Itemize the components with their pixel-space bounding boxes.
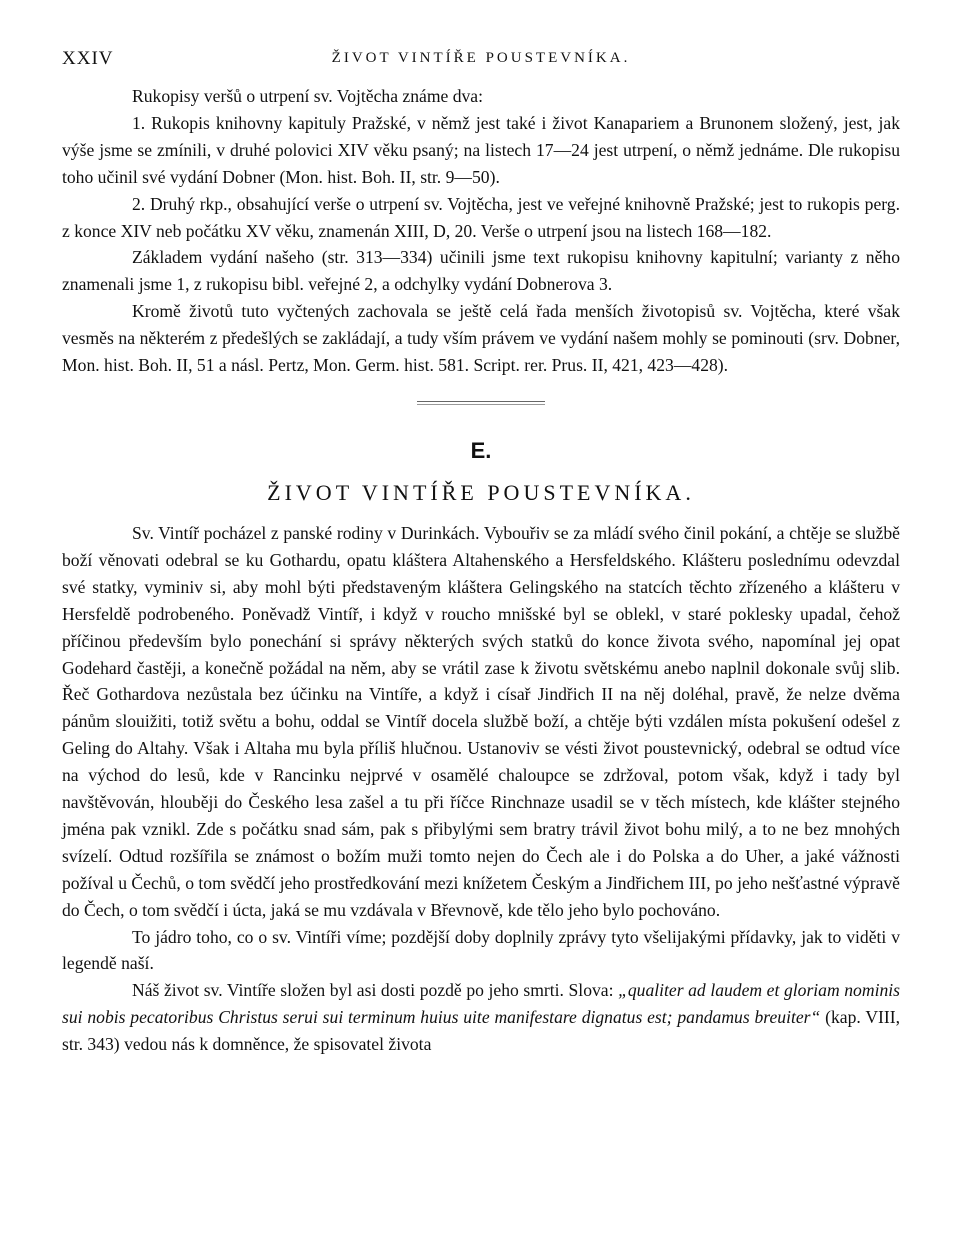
section-divider [417,401,545,405]
section-body [62,520,900,1058]
page-number: XXIV [62,48,114,69]
paragraph-3-end: (kap. VIII, str. 343) vedou nás k domněnce, že spisovatel života [62,1007,900,1055]
section-paragraph-2: To jádro toho, co o sv. Vintíři víme; pozdější doby doplnily zprávy tyto všelijakými přídavky, jak to viděti v legendě naší. [62,926,900,974]
intro-paragraph-2: 1. Rukopis knihovny kapituly Pražské, v němž jest také i život Kanapariem a Brunonem složený, jest, jak výše jsme se zmínili, v druhé polovici XIV věku psaný; na listech 17—24 jest utrpení, o němž jednáme. Dle rukopisu toho učinil své vydání Dobner (Mon. hist. Boh. II, str. 9—50). [62,112,900,187]
running-header [62,38,900,72]
running-title: ŽIVOT VINTÍŘE POUSTEVNÍKA. [331,50,631,66]
book-page [62,38,900,1058]
intro-section [62,83,900,379]
section-title: ŽIVOT VINTÍŘE POUSTEVNÍKA. [267,479,695,505]
section-paragraph-3 [62,977,900,1058]
paragraph-3-start: Náš život sv. Vintíře složen byl asi dosti pozdě po jeho smrti. Slova: [132,980,619,1001]
intro-paragraph-4: Základem vydání našeho (str. 313—334) učinili jsme text rukopisu knihovny kapitulní; varianty z něho znamenali jsme 1, z rukopisu bibl. veřejné 2, a odchylky vydání Dobnerova 3. [62,247,900,295]
intro-paragraph-3: 2. Druhý rkp., obsahující verše o utrpení sv. Vojtěcha, jest ve veřejné knihovně Pražské; jest to rukopis perg. z konce XIV neb počátku XV věku, znamenán XIII, D, 20. Verše o utrpení jsou na listech 168—182. [62,193,900,241]
latin-quotation: „qualiter ad laudem et gloriam nominis sui nobis pecatoribus Christus serui sui terminum huius uite manifestare dignatus est; pandamus breuiter“ [62,980,900,1028]
intro-paragraph-5: Kromě životů tuto vyčtených zachovala se ještě celá řada menších životopisů sv. Vojtěcha, které však vesměs na některém z předešlých se zakládají, a tudy vším právem ve vydání našem mohly se pominouti (srv. Dobner, Mon. hist. Boh. II, 51 a násl. Pertz, Mon. Germ. hist. 581. Script. rer. Prus. II, 421, 423—428). [62,301,900,376]
intro-paragraph-1: Rukopisy veršů o utrpení sv. Vojtěcha známe dva: [132,86,483,106]
section-paragraph-1: Sv. Vintíř pocházel z panské rodiny v Durinkách. Vybouřiv se za mládí svého činil pokání, a chtěje se službě boží věnovati odebral se ku Gothardu, opatu kláštera Altahenského a Hersfeldského. Klášteru poslednímu odevzdal své statky, vyminiv si, aby mohl býti představeným kláštera Gelingského na statcích těchto zřízeného a klášteru v Hersfeldě podrobeného. Poněvadž Vintíř, i když v roucho mnišské byl se oblekl, v staré poklesky upadal, čehož příčinou především bylo ponechání si správy některých svých statků do konce života svého, napomínal jej opat Godehard častěji, a konečně požádal na něm, aby se vrátil zase k životu světskému anebo naplnil dokonale svůj slib. Řeč Gothardova nezůstala bez účinku na Vintíře, a když i císař Jindřich II na něj doléhal, pravě, že nelze dvěma pánům slouižiti, totiž světu a bohu, oddal se Vintíř docela službě boží, a chtěje býti vzdálen místa pokušení odešel z Geling do Altahy. Však i Altaha mu byla příliš hlučnou. Ustanoviv se vésti život poustevnický, odebral se odtud více na východ do lesů, kde v Rancinku nejprvé v osamělé chaloupce se zdržoval, potom však, když i tady byl navštěvován, hlouběji do Českého lesa zašel a tu při říčce Rinchnaze usadil se v těch místech, kde klášter stejného jména pak vznikl. Zde s počátku snad sám, pak s přibylými sem bratry trávil život bohu milý, a to ne bez mnohých svízelí. Odtud rozšířila se známost o božím muži tomto nejen do Čech ale i do Polska a do Uher, a jaké vážnosti požíval u Čechů, o tom svědčí jeho prostředkování mezi knížetem Českým a Jindřichem III, po jeho nešťastné výpravě do Čech, o tom svědčí i úcta, jaká se mu vzdávala v Břevnově, kde tělo jeho bylo pochováno. [62,522,900,920]
section-letter: E. [470,437,492,463]
